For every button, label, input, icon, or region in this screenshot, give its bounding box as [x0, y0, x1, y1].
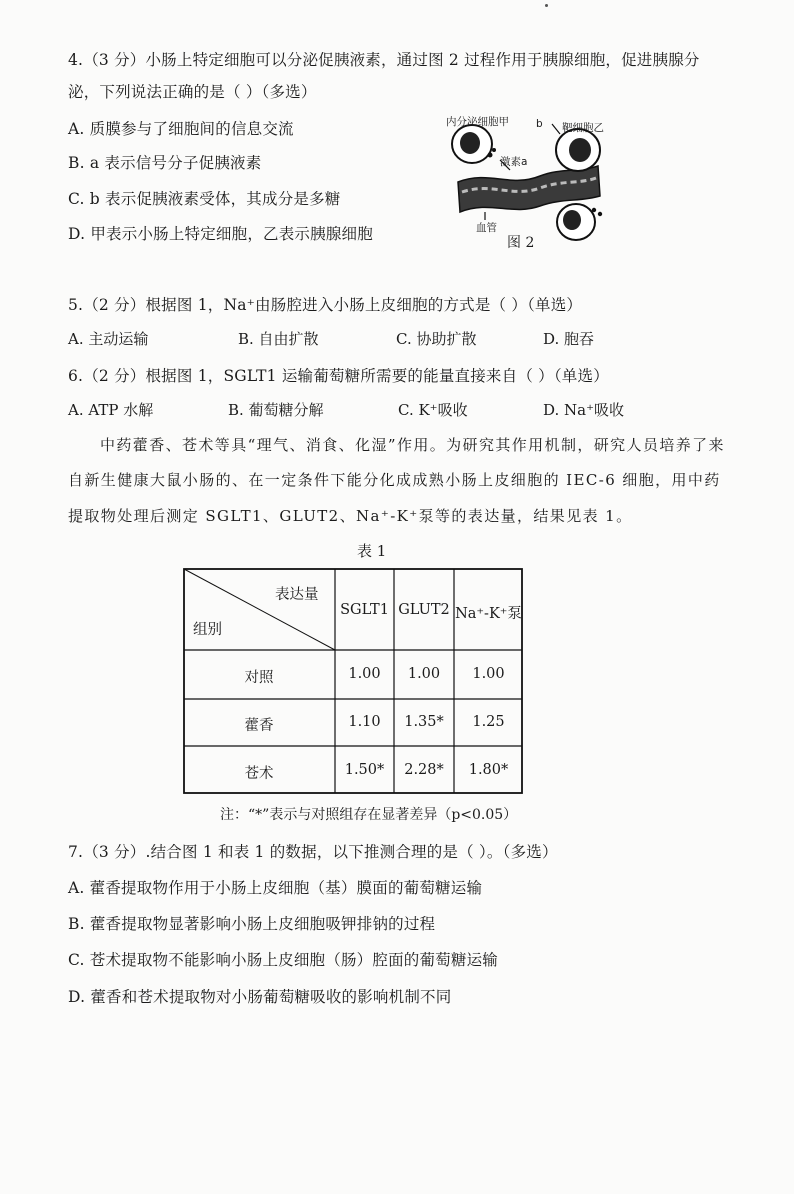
table-cell: 1.00 — [472, 666, 505, 682]
q4-option-d: D. 甲表示小肠上特定细胞，乙表示胰腺细胞 — [68, 225, 373, 243]
table-note: 注：“*”表示与对照组存在显著差异（p<0.05） — [220, 807, 518, 823]
table-row-group: 苍术 — [244, 766, 274, 782]
q7-option-b: B. 藿香提取物显著影响小肠上皮细胞吸钾排钠的过程 — [68, 915, 436, 933]
q7-option-c: C. 苍术提取物不能影响小肠上皮细胞（肠）腔面的葡萄糖运输 — [68, 951, 498, 969]
figure-2 — [440, 110, 610, 250]
q6-option-b: B. 葡萄糖分解 — [228, 401, 324, 419]
table-corner-top: 表达量 — [275, 587, 319, 603]
q6-option-a: A. ATP 水解 — [68, 401, 154, 419]
passage-line-2: 自新生健康大鼠小肠的、在一定条件下能分化成成熟小肠上皮细胞的 IEC-6 细胞，用中药 — [68, 471, 721, 489]
q5-stem: 5.（2 分）根据图 1，Na⁺由肠腔进入小肠上皮细胞的方式是（ ）（单选） — [68, 296, 583, 314]
table-1 — [183, 568, 523, 794]
q6-stem: 6.（2 分）根据图 1，SGLT1 运输葡萄糖所需要的能量直接来自（ ）（单选） — [68, 367, 609, 385]
table-cell: 1.50* — [344, 762, 385, 778]
q7-option-a: A. 藿香提取物作用于小肠上皮细胞（基）膜面的葡萄糖运输 — [68, 879, 483, 897]
q5-option-a: A. 主动运输 — [68, 330, 149, 348]
figure-2-caption: 图 2 — [507, 235, 535, 251]
passage-line-3: 提取物处理后测定 SGLT1、GLUT2、Na⁺-K⁺泵等的表达量，结果见表 1。 — [68, 507, 633, 525]
table-cell: 2.28* — [404, 762, 444, 778]
table-row-group: 对照 — [244, 670, 274, 686]
passage-line-1: 中药藿香、苍术等具“理气、消食、化湿”作用。为研究其作用机制，研究人员培养了来 — [100, 436, 725, 454]
scan-speck — [545, 4, 548, 7]
table-cell: 1.00 — [348, 666, 381, 682]
q5-option-b: B. 自由扩散 — [238, 330, 319, 348]
table-cell: 1.00 — [407, 666, 441, 682]
table-cell: 1.25 — [472, 714, 505, 730]
figure-2-label-cell-a: 内分泌细胞甲 — [446, 116, 509, 128]
table-header-sglt1: SGLT1 — [340, 602, 389, 618]
figure-2-label-b: b — [536, 118, 543, 130]
table-cell: 1.35* — [404, 714, 444, 730]
table-title: 表 1 — [357, 542, 387, 560]
q7-stem: 7.（3 分）.结合图 1 和表 1 的数据，以下推测合理的是（ ）。（多选） — [68, 843, 558, 861]
table-corner-bottom: 组别 — [193, 622, 222, 638]
q4-option-b: B. a 表示信号分子促胰液素 — [68, 154, 262, 172]
q4-stem-line1: 4.（3 分）小肠上特定细胞可以分泌促胰液素，通过图 2 过程作用于胰腺细胞，促进胰腺分 — [68, 51, 700, 69]
q5-option-c: C. 协助扩散 — [396, 330, 477, 348]
q7-option-d: D. 藿香和苍术提取物对小肠葡萄糖吸收的影响机制不同 — [68, 988, 452, 1006]
table-row-group: 藿香 — [244, 718, 274, 734]
q4-option-c: C. b 表示促胰液素受体，其成分是多糖 — [68, 190, 341, 208]
table-cell: 1.10 — [348, 714, 381, 730]
q6-option-c: C. K⁺吸收 — [398, 401, 468, 419]
q4-option-a: A. 质膜参与了细胞间的信息交流 — [68, 120, 294, 138]
figure-2-label-cell-b: 靶细胞乙 — [562, 122, 604, 134]
figure-2-label-vessel: 血管 — [476, 222, 497, 234]
q6-option-d: D. Na⁺吸收 — [543, 401, 625, 419]
q4-stem-line2: 泌，下列说法正确的是（ ）（多选） — [68, 83, 317, 101]
table-cell: 1.80* — [468, 762, 509, 778]
q5-option-d: D. 胞吞 — [543, 330, 595, 348]
table-header-na-k-pump: Na⁺-K⁺泵 — [455, 606, 522, 622]
figure-2-label-substance: 激素a — [500, 156, 528, 168]
table-header-glut2: GLUT2 — [398, 602, 450, 618]
